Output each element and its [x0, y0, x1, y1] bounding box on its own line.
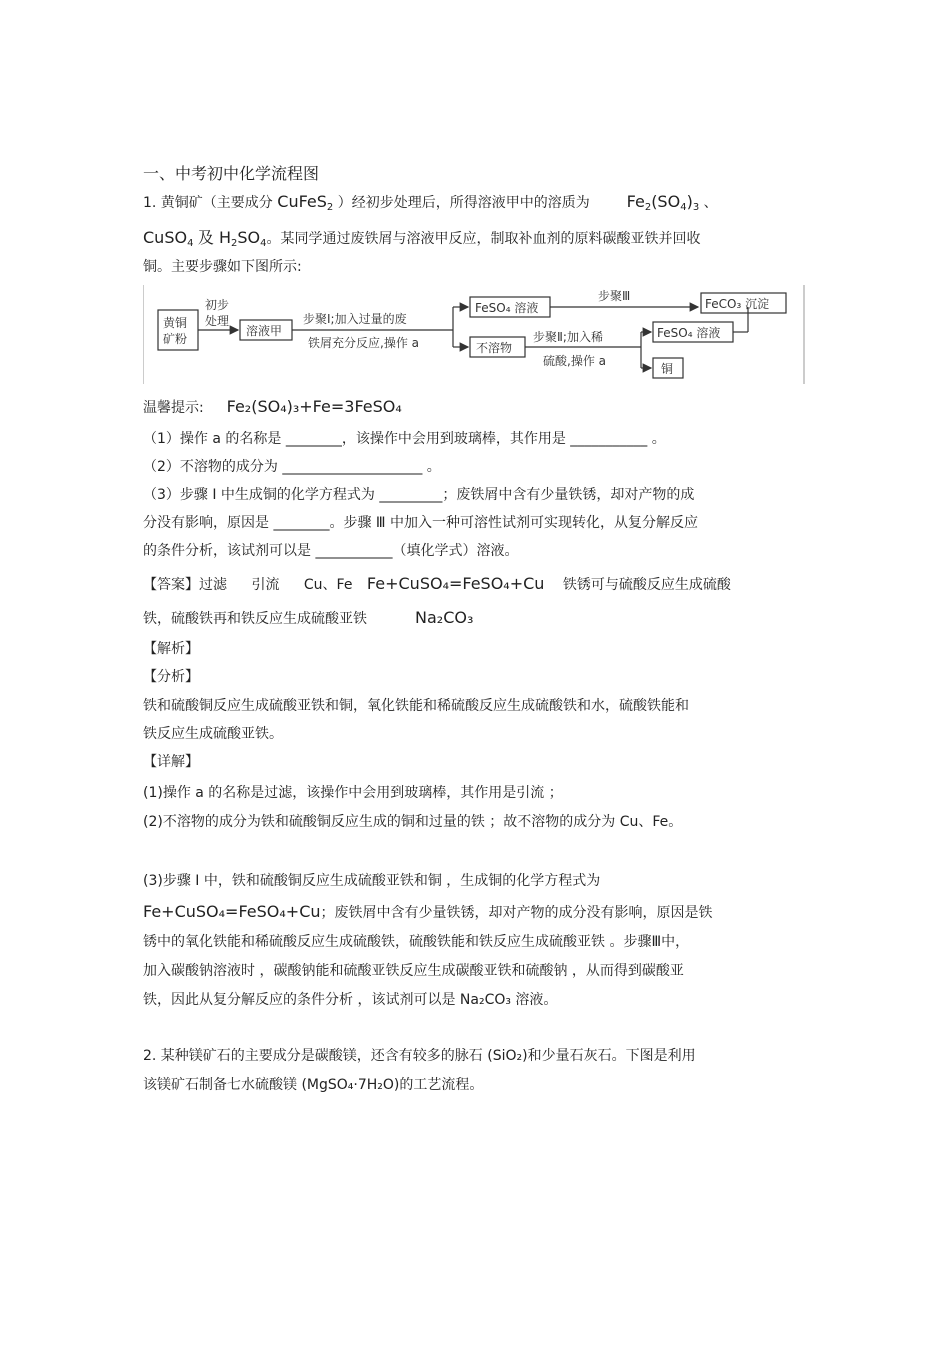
q1-line2: CuSO4 及 H2SO4。某同学通过废铁屑与溶液甲反应，制取补血剂的原料碳酸亚铁并回收	[143, 228, 701, 249]
answer-equation: Fe+CuSO₄=FeSO₄+Cu	[366, 574, 545, 593]
answer-label: 【答案】	[143, 577, 199, 593]
q1-formula-fe2so43: Fe2(SO4)3	[626, 192, 700, 213]
q1-line1-a: 1. 黄铜矿（主要成分	[143, 195, 273, 211]
step2-bottom: 硫酸,操作 a	[543, 354, 606, 368]
answer-line1	[143, 575, 731, 594]
step1-bottom: 铁屑充分反应,操作 a	[308, 336, 419, 350]
q1-formula-cufes2: CuFeS2	[277, 192, 334, 213]
q1-formula-cuso4: CuSO4	[143, 228, 194, 249]
pretreat-label-2: 处理	[205, 314, 230, 328]
pretreat-label-1: 初步	[205, 298, 230, 312]
hint-line	[143, 398, 402, 417]
feco3-label: FeCO₃ 沉淀	[705, 297, 770, 311]
detail-3-line3: 锈中的氧化铁能和稀硫酸反应生成硫酸铁，硫酸铁能和铁反应生成硫酸亚铁 。步骤Ⅲ中，	[143, 934, 690, 950]
detail-1: (1)操作 a 的名称是过滤，该操作中会用到玻璃棒，其作用是引流 ；	[143, 785, 563, 801]
hint-equation: Fe₂(SO₄)₃+Fe=3FeSO₄	[226, 397, 402, 416]
answer-line2: 铁，硫酸铁再和铁反应生成硫酸亚铁 Na₂CO₃	[143, 608, 474, 627]
solution-a-label: 溶液甲	[246, 324, 283, 338]
sub-question-3-line3: 的条件分析，该试剂可以是 ___________（填化学式）溶液。	[143, 543, 519, 559]
q1-line1: 1. 黄铜矿（主要成分 CuFeS2 ）经初步处理后，所得溶液甲中的溶质为 Fe2(SO4)3 、	[143, 192, 718, 213]
answer-2: 引流	[251, 577, 280, 593]
sub-question-3-line2: 分没有影响，原因是 ________。步骤 Ⅲ 中加入一种可溶性试剂可实现转化，从复分解反应	[143, 515, 699, 531]
answer-na2co3: Na₂CO₃	[415, 608, 474, 627]
copper-label: 铜	[661, 362, 674, 376]
insoluble-label: 不溶物	[476, 341, 513, 355]
answer-3: Cu、Fe	[303, 577, 353, 593]
feso4-solution-label: FeSO₄ 溶液	[475, 301, 539, 315]
detail-3-line1: (3)步骤 Ⅰ 中，铁和硫酸铜反应生成硫酸亚铁和铜 ，生成铜的化学方程式为	[143, 873, 601, 889]
ore-label-2: 矿粉	[163, 332, 188, 346]
detail-3-line4: 加入碳酸钠溶液时 ，碳酸钠能和硫酸亚铁反应生成碳酸亚铁和硫酸钠 ，从而得到碳酸亚	[143, 963, 684, 979]
fenxi-label: 【分析】	[143, 669, 199, 685]
q2-line1: 2. 某种镁矿石的主要成分是碳酸镁，还含有较多的脉石 (SiO₂)和少量石灰石。下图是利用	[143, 1048, 696, 1064]
sub-question-2: （2）不溶物的成分为 ____________________ 。	[143, 459, 441, 475]
detail-3-line2: Fe+CuSO₄=FeSO₄+Cu；废铁屑中含有少量铁锈，却对产物的成分没有影响，原因是铁	[143, 902, 713, 921]
answer-4: 铁锈可与硫酸反应生成硫酸	[562, 577, 731, 593]
detail-3-equation: Fe+CuSO₄=FeSO₄+Cu	[143, 902, 321, 921]
ore-label-1: 黄铜	[163, 316, 188, 330]
q1-line1-b: ）经初步处理后，所得溶液甲中的溶质为	[337, 195, 590, 211]
answer-1: 过滤	[199, 577, 227, 593]
fenxi-line2: 铁反应生成硫酸亚铁。	[143, 726, 283, 742]
section-title: 一、中考初中化学流程图	[143, 164, 320, 183]
flow-diagram	[143, 285, 805, 384]
step2-top: 步聚Ⅱ;加入稀	[533, 330, 603, 344]
feso4-solution2-label: FeSO₄ 溶液	[657, 326, 721, 340]
jiexi-label: 【解析】	[143, 641, 199, 657]
step3-label: 步聚Ⅲ	[598, 289, 631, 303]
xiangjie-label: 【详解】	[143, 754, 199, 770]
sub-question-3-line1: （3）步骤 Ⅰ 中生成铜的化学方程式为 _________；废铁屑中含有少量铁锈，却对产物的成	[143, 487, 695, 503]
q1-line3: 铜。主要步骤如下图所示:	[143, 259, 302, 275]
sub-question-1: （1）操作 a 的名称是 ________，该操作中会用到玻璃棒，其作用是 ___________ 。	[143, 431, 666, 447]
q1-formula-h2so4: 及 H2SO4	[197, 228, 267, 249]
q2-line2: 该镁矿石制备七水硫酸镁 (MgSO₄·7H₂O)的工艺流程。	[143, 1077, 484, 1093]
step1-top: 步聚Ⅰ;加入过量的废	[303, 312, 407, 326]
hint-label: 温馨提示:	[143, 400, 204, 416]
detail-3-line5: 铁，因此从复分解反应的条件分析 ，该试剂可以是 Na₂CO₃ 溶液。	[143, 992, 558, 1008]
detail-2: (2)不溶物的成分为铁和硫酸铜反应生成的铜和过量的铁 ；故不溶物的成分为 Cu、Fe。	[143, 814, 683, 830]
fenxi-line1: 铁和硫酸铜反应生成硫酸亚铁和铜，氧化铁能和稀硫酸反应生成硫酸铁和水，硫酸铁能和	[143, 698, 689, 714]
